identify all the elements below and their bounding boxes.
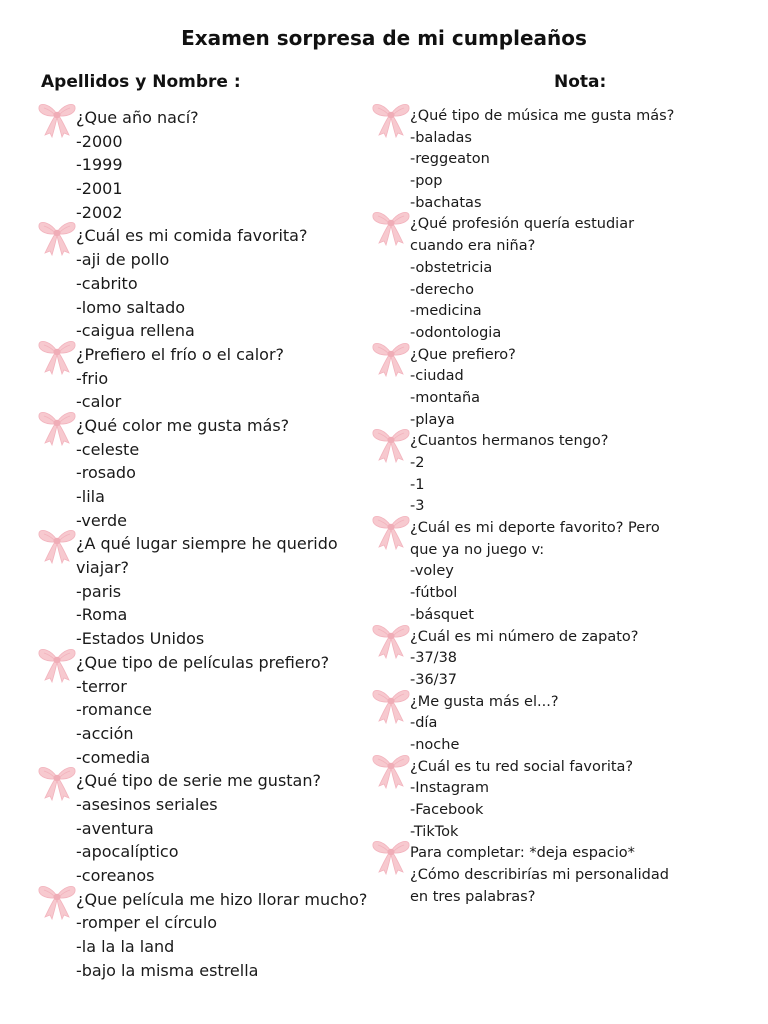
answer-option: -2 <box>410 455 425 471</box>
question-block <box>370 843 700 908</box>
answer-option: -apocalíptico <box>76 842 179 862</box>
question-text: ¿Que prefiero? <box>410 346 516 363</box>
answer-option: -Instagram <box>410 780 489 797</box>
answer-option: -derecho <box>410 281 474 298</box>
answer-option: -obstetricia <box>410 259 493 276</box>
pink-bow-icon <box>370 619 412 661</box>
question-text: Para completar: *deja espacio* <box>410 845 635 862</box>
answer-option: -playa <box>410 411 455 428</box>
pink-bow-icon <box>370 510 412 552</box>
answer-option: -1 <box>410 476 425 493</box>
grade-field-label: Nota: <box>554 72 607 92</box>
answer-option: -TikTok <box>410 823 459 840</box>
pink-bow-icon <box>36 335 78 377</box>
answer-option: -calor <box>76 392 122 412</box>
answer-option: -verde <box>76 510 127 530</box>
question-block <box>370 692 700 757</box>
question-text: ¿Que tipo de películas prefiero? <box>76 652 330 672</box>
answer-option: -día <box>410 715 438 732</box>
question-block <box>370 627 700 692</box>
answer-option: -reggeaton <box>410 151 490 168</box>
answer-option: -rosado <box>76 463 136 483</box>
answer-option: -paris <box>76 581 122 601</box>
answer-option: -36/37 <box>410 671 458 688</box>
pink-bow-icon <box>36 761 78 803</box>
question-block <box>370 431 700 518</box>
answer-option: -coreanos <box>76 866 155 885</box>
answer-option: -montaña <box>410 389 481 406</box>
right-question-column <box>370 106 700 908</box>
answer-option: -romance <box>76 700 152 720</box>
question-text: ¿Cuál es tu red social favorita? <box>410 758 634 775</box>
question-block <box>36 106 376 224</box>
pink-bow-icon <box>36 880 78 922</box>
answer-option: -ciudad <box>410 368 464 385</box>
answer-option: -comedia <box>76 747 151 767</box>
answer-option: -odontologia <box>410 324 502 341</box>
answer-option: -37/38 <box>410 650 458 667</box>
question-text: que ya no juego v: <box>410 541 545 558</box>
pink-bow-icon <box>370 684 412 726</box>
question-block <box>370 345 700 432</box>
question-block <box>36 769 376 887</box>
question-text: ¿Qué tipo de serie me gustan? <box>76 771 321 791</box>
question-text: ¿Prefiero el frío o el calor? <box>76 344 285 364</box>
answer-option: -fútbol <box>410 585 458 602</box>
question-block <box>36 343 376 414</box>
pink-bow-icon <box>36 216 78 258</box>
answer-option: -bajo la misma estrella <box>76 960 259 980</box>
answer-option: -la la la land <box>76 937 175 957</box>
answer-option: -celeste <box>76 439 140 459</box>
pink-bow-icon <box>36 524 78 566</box>
answer-option: -lomo saltado <box>76 297 186 317</box>
question-block <box>370 518 700 626</box>
answer-option: -Roma <box>76 605 128 625</box>
answer-option: -Facebook <box>410 802 484 818</box>
answer-option: -romper el círculo <box>76 913 218 933</box>
answer-option: -Estados Unidos <box>76 629 205 649</box>
answer-option: -básquet <box>410 606 474 623</box>
page-title: Examen sorpresa de mi cumpleaños <box>181 26 587 50</box>
answer-option: -2002 <box>76 202 123 222</box>
question-text: ¿Me gusta más el...? <box>410 693 559 710</box>
question-text: ¿A qué lugar siempre he querido <box>76 534 338 554</box>
question-block <box>370 757 700 844</box>
pink-bow-icon <box>370 423 412 465</box>
question-block <box>36 888 376 983</box>
answer-option: -cabrito <box>76 273 138 293</box>
answer-option: -voley <box>410 563 454 580</box>
question-block <box>36 224 376 342</box>
answer-option: -medicina <box>410 303 482 320</box>
question-text: ¿Qué color me gusta más? <box>76 415 290 435</box>
left-question-column <box>36 106 376 982</box>
answer-option: -aventura <box>76 818 154 838</box>
question-block <box>370 106 700 214</box>
pink-bow-icon <box>36 406 78 448</box>
question-text: ¿Qué tipo de música me gusta más? <box>410 108 675 124</box>
question-text: viajar? <box>76 558 130 578</box>
answer-option: -2000 <box>76 131 123 151</box>
pink-bow-icon <box>370 206 412 248</box>
question-text: cuando era niña? <box>410 238 536 255</box>
pink-bow-icon <box>36 98 78 140</box>
question-text: ¿Cuál es mi número de zapato? <box>410 628 639 645</box>
answer-option: -pop <box>410 173 443 190</box>
question-block <box>36 414 376 532</box>
question-text: ¿Cuál es mi comida favorita? <box>76 226 308 246</box>
answer-option: -acción <box>76 723 134 743</box>
question-block <box>36 532 376 650</box>
answer-option: -terror <box>76 676 127 696</box>
question-text: ¿Que película me hizo llorar mucho? <box>76 889 368 909</box>
question-text: ¿Qué profesión quería estudiar <box>410 216 635 233</box>
pink-bow-icon <box>36 643 78 685</box>
answer-option: -2001 <box>76 179 123 199</box>
pink-bow-icon <box>370 749 412 791</box>
answer-option: -lila <box>76 487 105 506</box>
name-field-label: Apellidos y Nombre : <box>41 72 241 92</box>
question-text: ¿Cómo describirías mi personalidad <box>410 867 669 884</box>
answer-option: -frio <box>76 368 109 388</box>
answer-option: -1999 <box>76 155 123 175</box>
pink-bow-icon <box>370 835 412 877</box>
pink-bow-icon <box>370 98 412 140</box>
question-text: en tres palabras? <box>410 888 536 905</box>
answer-option: -3 <box>410 498 425 515</box>
question-text: ¿Cuál es mi deporte favorito? Pero <box>410 520 660 537</box>
question-text: ¿Que año nací? <box>76 108 199 127</box>
answer-option: -bachatas <box>410 194 482 211</box>
pink-bow-icon <box>370 337 412 379</box>
question-block <box>36 651 376 769</box>
question-text: ¿Cuantos hermanos tengo? <box>410 433 609 450</box>
answer-option: -caigua rellena <box>76 321 195 341</box>
answer-option: -aji de pollo <box>76 250 170 270</box>
answer-option: -asesinos seriales <box>76 794 218 814</box>
answer-option: -noche <box>410 736 460 753</box>
question-block <box>370 214 700 344</box>
answer-option: -baladas <box>410 129 472 146</box>
